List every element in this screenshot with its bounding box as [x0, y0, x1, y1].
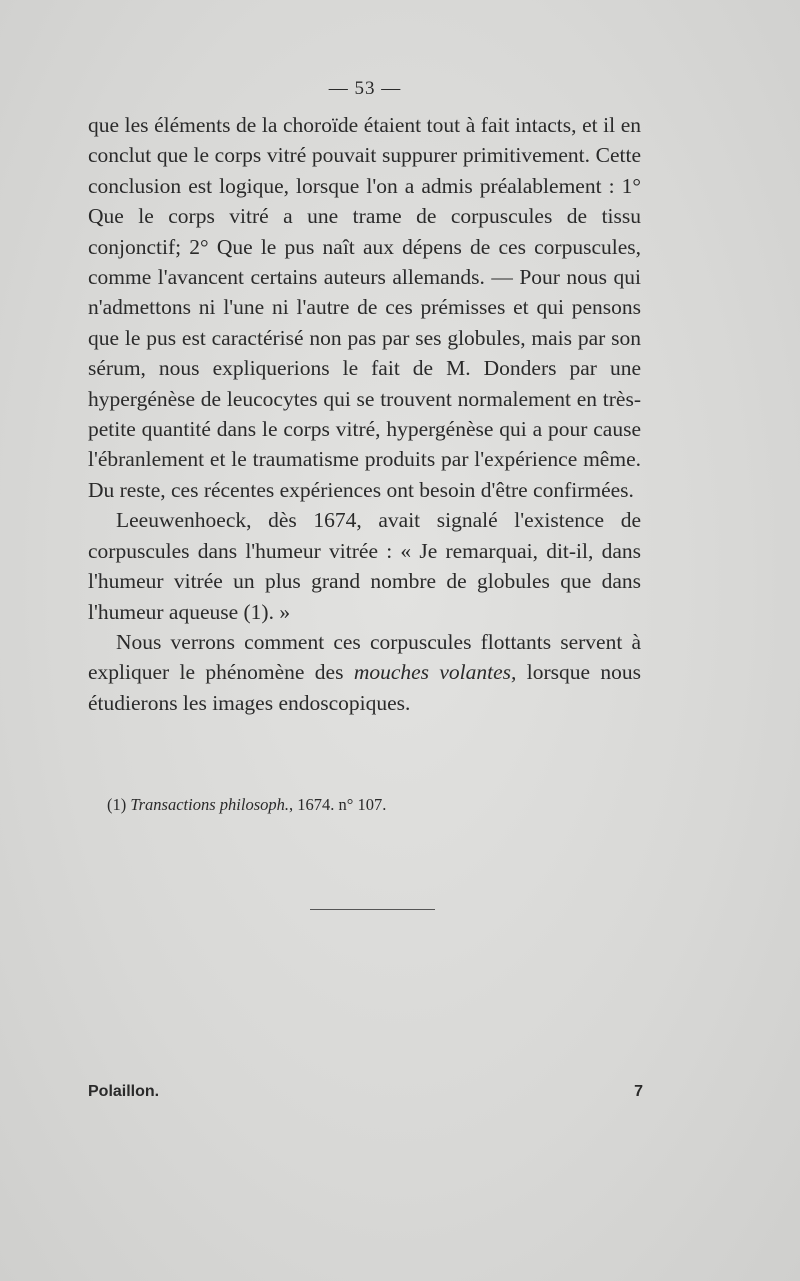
paragraph-3: [88, 627, 641, 718]
signature-line: [88, 1083, 643, 1101]
body-text: [88, 110, 641, 718]
paragraph-2: Leeuwenhoeck, dès 1674, avait signalé l'existence de corpuscules dans l'humeur vitrée : « Je remarquai, dit-il, dans l'humeur vitrée un plus grand nombre de globules que dans l'humeur aqueuse (1). »: [88, 508, 641, 624]
paragraph-3-end: lorsque nous étudierons les images endoscopiques.: [88, 660, 641, 715]
section-divider: [310, 909, 435, 910]
paragraph-1: que les éléments de la choroïde étaient tout à fait intacts, et il en conclut que le corps vitré pouvait suppurer primitivement. Cette conclusion est logique, lorsque l'on a admis préalablement : 1° Que le corps vitré a une trame de corpuscules de tissu conjonctif; 2° Que le pus naît aux dépens de ces corpuscules, comme l'avancent certains auteurs allemands. — Pour nous qui n'admettons ni l'une ni l'autre de ces prémisses et qui pensons que le pus est caractérisé non pas par ses globules, mais par son sérum, nous expliquerions le fait de M. Donders par une hypergénèse de leucocytes qui se trouvent normalement en très-petite quantité dans le corps vitré, hypergénèse qui a pour cause l'ébranlement et le traumatisme produits par l'expérience même. Du reste, ces récentes expériences ont besoin d'être confirmées.: [88, 113, 641, 502]
signature-mark: 7: [634, 1083, 643, 1100]
paragraph-3-italic: mouches volantes,: [353, 660, 517, 685]
signature-author: Polaillon.: [88, 1083, 160, 1100]
footnote-title: Transactions philosoph.: [130, 795, 289, 814]
footnote-marker: (1): [107, 795, 127, 814]
footnote-rest: , 1674. n° 107.: [289, 795, 387, 814]
paragraph-3-start: Nous verrons comment ces corpuscules flottants servent à expliquer le phénomène des: [88, 629, 641, 685]
page-number: — 53 —: [328, 78, 402, 99]
footnote: [107, 794, 637, 816]
